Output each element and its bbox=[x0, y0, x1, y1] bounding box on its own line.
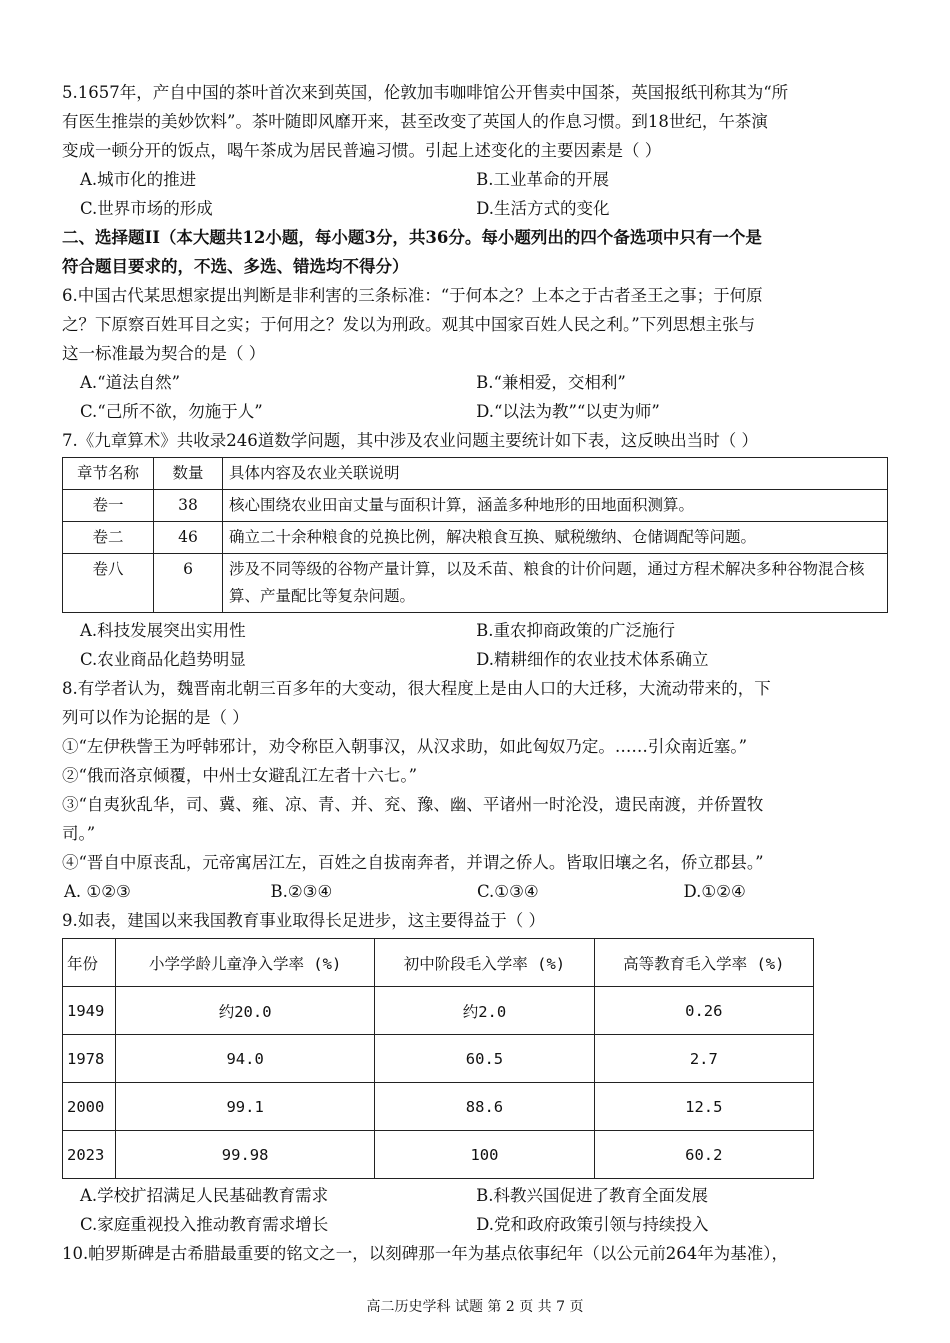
table-cell: 88.6 bbox=[375, 1083, 594, 1131]
table-cell: 6 bbox=[154, 554, 223, 613]
question-9-table bbox=[62, 938, 814, 1179]
table-header-cell: 章节名称 bbox=[63, 458, 154, 490]
question-9-stem: 9.如表，建国以来我国教育事业取得长足进步，这主要得益于（ ） bbox=[62, 911, 545, 930]
question-10-stem-line: 10.帕罗斯碑是古希腊最重要的铭文之一，以刻碑那一年为基点依事纪年（以公元前264年为基准）， bbox=[62, 1244, 788, 1263]
table-cell: 约2.0 bbox=[375, 987, 594, 1035]
question-8 bbox=[62, 674, 890, 906]
section-2-heading bbox=[62, 223, 890, 281]
table-header-row bbox=[63, 458, 888, 490]
table-cell: 1949 bbox=[63, 987, 116, 1035]
table-header-cell: 具体内容及农业关联说明 bbox=[223, 458, 888, 490]
table-cell: 60.2 bbox=[594, 1131, 813, 1179]
question-7-option-d[interactable]: D.精耕细作的农业技术体系确立 bbox=[476, 650, 709, 669]
question-8-option-a[interactable]: A. ①②③ bbox=[64, 882, 131, 901]
question-5-option-c[interactable]: C.世界市场的形成 bbox=[80, 199, 213, 218]
question-10 bbox=[62, 1239, 890, 1268]
table-header-cell: 小学学龄儿童净入学率 (%) bbox=[116, 939, 375, 987]
table-cell: 1978 bbox=[63, 1035, 116, 1083]
table-cell: 卷二 bbox=[63, 522, 154, 554]
table-cell: 12.5 bbox=[594, 1083, 813, 1131]
table-row bbox=[63, 554, 888, 613]
table-cell: 约20.0 bbox=[116, 987, 375, 1035]
question-6-stem-line: 6.中国古代某思想家提出判断是非利害的三条标准：“于何本之？上本之于古者圣王之事；于何原 bbox=[62, 286, 763, 305]
table-cell: 2.7 bbox=[594, 1035, 813, 1083]
question-8-stem-line: 列可以作为论据的是（ ） bbox=[62, 708, 249, 727]
table-header-cell: 高等教育毛入学率 (%) bbox=[594, 939, 813, 987]
table-cell: 60.5 bbox=[375, 1035, 594, 1083]
table-cell: 卷一 bbox=[63, 490, 154, 522]
table-header-row bbox=[63, 939, 814, 987]
question-7-table bbox=[62, 457, 888, 613]
question-7-option-c[interactable]: C.农业商品化趋势明显 bbox=[80, 650, 246, 669]
table-header-cell: 初中阶段毛入学率 (%) bbox=[375, 939, 594, 987]
table-cell: 2000 bbox=[63, 1083, 116, 1131]
question-9-option-d[interactable]: D.党和政府政策引领与持续投入 bbox=[476, 1215, 709, 1234]
question-5-stem-line: 变成一顿分开的饭点，喝午茶成为居民普遍习惯。引起上述变化的主要因素是（ ） bbox=[62, 141, 662, 160]
table-cell: 100 bbox=[375, 1131, 594, 1179]
question-8-item-3: ③“自夷狄乱华，司、冀、雍、凉、青、并、兖、豫、幽、平诸州一时沦没，遗民南渡，并侨置牧 bbox=[62, 795, 764, 814]
question-6-option-c[interactable]: C.“己所不欲，勿施于人” bbox=[80, 402, 263, 421]
table-row bbox=[63, 987, 814, 1035]
question-5 bbox=[62, 78, 890, 223]
table-cell: 94.0 bbox=[116, 1035, 375, 1083]
section-2-title-line: 二、选择题II（本大题共12小题，每小题3分，共36分。每小题列出的四个备选项中只有一个是 bbox=[62, 228, 762, 247]
table-cell: 38 bbox=[154, 490, 223, 522]
page-footer: 高二历史学科 试题 第 2 页 共 7 页 bbox=[366, 1299, 584, 1315]
question-8-item-2: ②“俄而洛京倾覆，中州士女避乱江左者十六七。” bbox=[62, 766, 418, 785]
table-cell: 核心围绕农业田亩丈量与面积计算，涵盖多种地形的田地面积测算。 bbox=[223, 490, 888, 522]
question-6 bbox=[62, 281, 890, 426]
table-header-cell: 年份 bbox=[63, 939, 116, 987]
table-header-cell: 数量 bbox=[154, 458, 223, 490]
table-cell: 卷八 bbox=[63, 554, 154, 613]
question-6-option-b[interactable]: B.“兼相爱，交相利” bbox=[476, 373, 626, 392]
question-8-option-d[interactable]: D.①②④ bbox=[683, 882, 746, 901]
question-5-stem-line: 有医生推崇的美妙饮料”。茶叶随即风靡开来，甚至改变了英国人的作息习惯。到18世纪，午茶演 bbox=[62, 112, 768, 131]
question-6-stem-line: 这一标准最为契合的是（ ） bbox=[62, 344, 266, 363]
table-row bbox=[63, 1131, 814, 1179]
question-8-item-3-cont: 司。” bbox=[62, 824, 96, 843]
table-cell: 46 bbox=[154, 522, 223, 554]
table-row bbox=[63, 490, 888, 522]
question-5-option-a[interactable]: A.城市化的推进 bbox=[80, 170, 197, 189]
question-9-option-b[interactable]: B.科教兴国促进了教育全面发展 bbox=[476, 1186, 708, 1205]
question-9 bbox=[62, 906, 890, 1239]
question-5-option-b[interactable]: B.工业革命的开展 bbox=[476, 170, 609, 189]
question-7 bbox=[62, 426, 890, 674]
question-7-stem: 7.《九章算术》共收录246道数学问题，其中涉及农业问题主要统计如下表，这反映出当时（ ） bbox=[62, 431, 758, 450]
question-6-option-d[interactable]: D.“以法为教”“以吏为师” bbox=[476, 402, 660, 421]
table-cell: 99.1 bbox=[116, 1083, 375, 1131]
question-5-option-d[interactable]: D.生活方式的变化 bbox=[476, 199, 610, 218]
question-8-item-1: ①“左伊秩訾王为呼韩邪计，劝令称臣入朝事汉，从汉求助，如此匈奴乃定。……引众南近塞。” bbox=[62, 737, 748, 756]
question-8-option-b[interactable]: B.②③④ bbox=[270, 882, 333, 901]
table-row bbox=[63, 1035, 814, 1083]
question-5-stem-line: 5.1657年，产自中国的茶叶首次来到英国，伦敦加韦咖啡馆公开售卖中国茶，英国报纸刊称其为“所 bbox=[62, 83, 789, 102]
question-8-stem-line: 8.有学者认为，魏晋南北朝三百多年的大变动，很大程度上是由人口的大迁移，大流动带来的，下 bbox=[62, 679, 771, 698]
question-9-option-c[interactable]: C.家庭重视投入推动教育需求增长 bbox=[80, 1215, 329, 1234]
question-8-item-4: ④“晋自中原丧乱，元帝寓居江左，百姓之自拔南奔者，并谓之侨人。皆取旧壤之名，侨立郡县。” bbox=[62, 853, 764, 872]
question-7-option-b[interactable]: B.重农抑商政策的广泛施行 bbox=[476, 621, 675, 640]
exam-page bbox=[62, 78, 890, 1268]
table-row bbox=[63, 522, 888, 554]
section-2-title-line: 符合题目要求的，不选、多选、错选均不得分） bbox=[62, 257, 409, 276]
table-cell: 0.26 bbox=[594, 987, 813, 1035]
table-cell: 确立二十余种粮食的兑换比例，解决粮食互换、赋税缴纳、仓储调配等问题。 bbox=[223, 522, 888, 554]
question-7-option-a[interactable]: A.科技发展突出实用性 bbox=[80, 621, 246, 640]
table-row bbox=[63, 1083, 814, 1131]
question-8-option-c[interactable]: C.①③④ bbox=[477, 882, 539, 901]
table-cell: 2023 bbox=[63, 1131, 116, 1179]
question-9-option-a[interactable]: A.学校扩招满足人民基础教育需求 bbox=[80, 1186, 329, 1205]
question-6-option-a[interactable]: A.“道法自然” bbox=[80, 373, 181, 392]
table-cell: 涉及不同等级的谷物产量计算，以及禾苗、粮食的计价问题，通过方程术解决多种谷物混合核算、产量配比等复杂问题。 bbox=[223, 554, 888, 613]
question-6-stem-line: 之？下原察百姓耳目之实；于何用之？发以为刑政。观其中国家百姓人民之利。”下列思想主张与 bbox=[62, 315, 756, 334]
table-cell: 99.98 bbox=[116, 1131, 375, 1179]
